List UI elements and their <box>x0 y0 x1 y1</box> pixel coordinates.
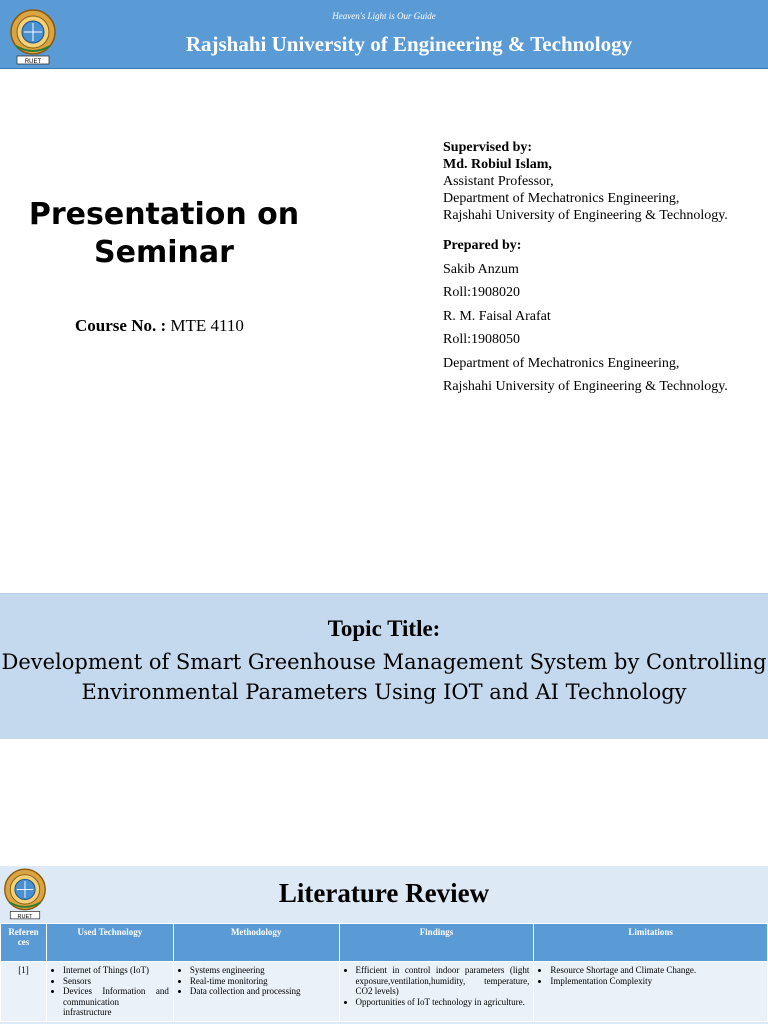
presentation-title-line2: Seminar <box>94 235 234 270</box>
course-value: MTE 4110 <box>166 316 244 335</box>
prepared-line: Rajshahi University of Engineering & Technology. <box>443 379 728 394</box>
list-item: • Resource Shortage and Climate Change. <box>550 965 763 976</box>
methodology-cell <box>173 962 339 1022</box>
author-info <box>443 139 763 399</box>
technology-cell <box>46 962 173 1022</box>
prepared-line: Sakib Anzum <box>443 261 519 277</box>
table-row <box>1 962 768 1022</box>
limitations-cell <box>534 962 768 1022</box>
course-number <box>75 316 244 336</box>
list-item: • Implementation Complexity <box>550 976 763 987</box>
column-header: Referen ces <box>1 924 47 962</box>
column-header: Methodology <box>173 924 339 962</box>
reference-cell: [1] <box>1 962 47 1022</box>
column-header: Findings <box>339 924 534 962</box>
university-name: Rajshahi University of Engineering & Technology <box>185 32 633 56</box>
list-item: • Efficient in control indoor parameters (light exposure,ventilation,humidity, temperature, CO2 levels) <box>356 965 530 997</box>
prepared-line: Roll:1908020 <box>443 285 521 300</box>
prepared-label: Prepared by: <box>443 238 522 253</box>
list-item: • Data collection and processing <box>190 986 335 997</box>
findings-cell <box>339 962 534 1022</box>
prepared-line: Roll:1908050 <box>443 332 521 347</box>
table-header-row <box>1 924 768 962</box>
topic-slide <box>0 593 768 739</box>
topic-title: Development of Smart Greenhouse Management System by Controlling Environmental Parameters Using IOT and AI Technology <box>1 650 767 704</box>
course-label: Course No. : <box>75 316 167 335</box>
svg-text:RUET: RUET <box>24 59 42 65</box>
column-header: Limitations <box>534 924 768 962</box>
topic-label: Topic Title: <box>327 616 441 641</box>
list-item: • Systems engineering <box>190 965 335 976</box>
header-bar <box>0 0 768 69</box>
prepared-line: R. M. Faisal Arafat <box>443 308 551 324</box>
list-item: • Real-time monitoring <box>190 976 335 987</box>
university-motto: Heaven's Light is Our Guide <box>332 11 436 21</box>
supervisor-name: Md. Robiul Islam, <box>443 157 552 172</box>
list-item: • Opportunities of IoT technology in agriculture. <box>356 997 530 1008</box>
literature-review-slide <box>0 866 768 1024</box>
supervisor-university: Rajshahi University of Engineering & Technology. <box>443 208 728 223</box>
list-item: • Devices Information and communication infrastructure <box>63 986 169 1018</box>
list-item: • Internet of Things (IoT) <box>63 965 169 976</box>
list-item: • Sensors <box>63 976 169 987</box>
presentation-title <box>14 196 314 272</box>
presentation-title-line1: Presentation on <box>28 197 300 232</box>
literature-table <box>0 923 768 1022</box>
supervisor-title: Assistant Professor, <box>443 174 554 189</box>
column-header: Used Technology <box>46 924 173 962</box>
supervisor-dept: Department of Mechatronics Engineering, <box>443 191 680 206</box>
literature-review-title: Literature Review <box>278 878 490 908</box>
supervised-label: Supervised by: <box>443 140 533 155</box>
prepared-line: Department of Mechatronics Engineering, <box>443 355 680 371</box>
svg-text:RUET: RUET <box>17 913 33 920</box>
